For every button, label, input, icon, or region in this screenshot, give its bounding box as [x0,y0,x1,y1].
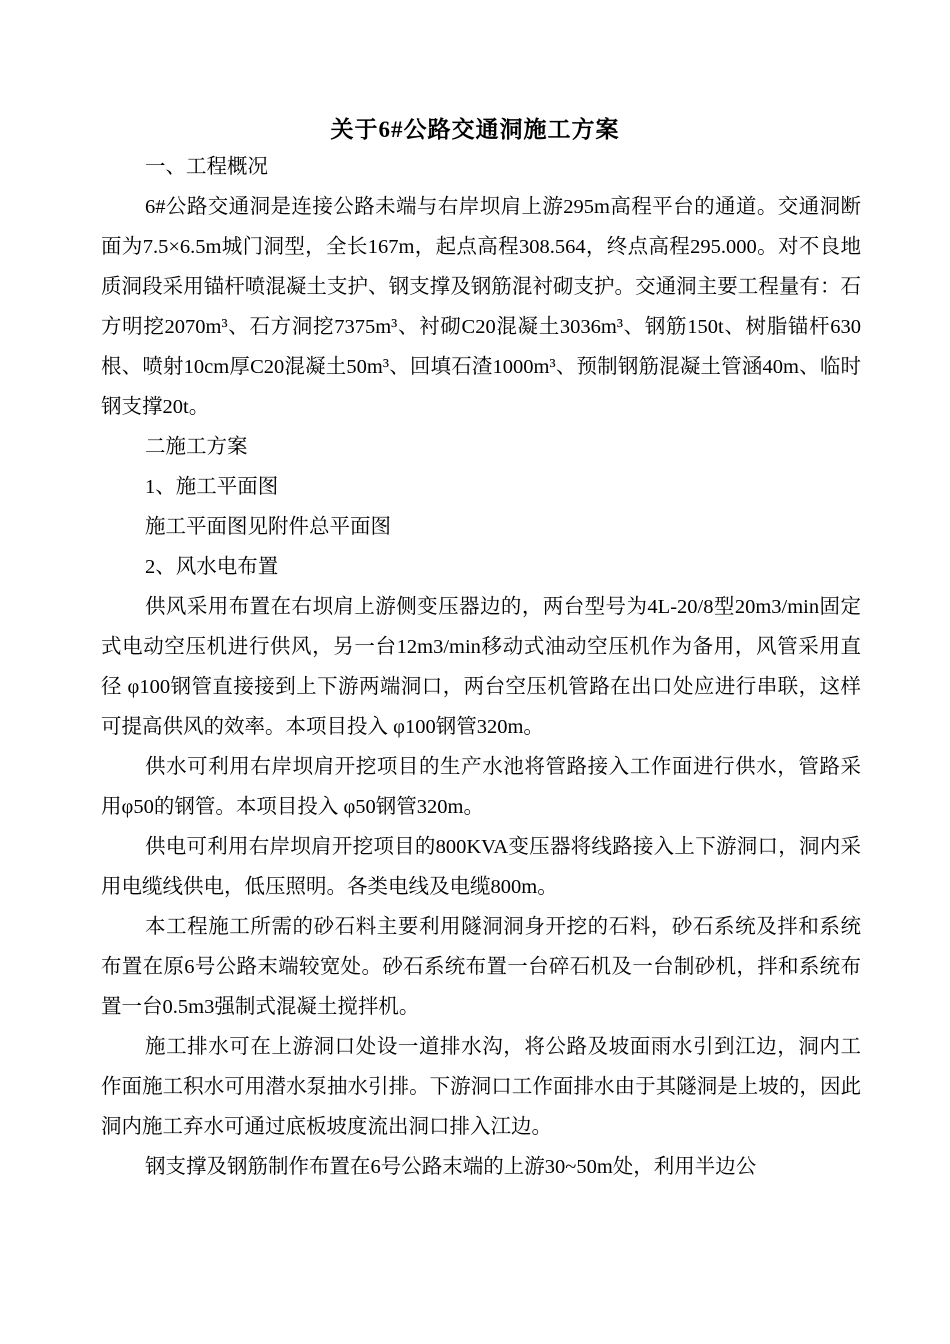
paragraph-overview: 6#公路交通洞是连接公路未端与右岸坝肩上游295m高程平台的通道。交通洞断面为7.5×6.5m城门洞型，全长167m，起点高程308.564，终点高程295.000。对不良地质洞段采用锚杆喷混凝土支护、钢支撑及钢筋混衬砌支护。交通洞主要工程量有：石方明挖2070m³、石方洞挖7375m³、衬砌C20混凝土3036m³、钢筋150t、树脂锚杆630根、喷射10cm厚C20混凝土50m³、回填石渣1000m³、预制钢筋混凝土管涵40m、临时钢支撑20t。 [101,196,861,418]
document-title: 关于6#公路交通洞施工方案 [330,117,620,142]
paragraph-water-supply: 供水可利用右岸坝肩开挖项目的生产水池将管路接入工作面进行供水，管路采用φ50的钢管。本项目投入 φ50钢管320m。 [101,756,861,818]
subheading-site-plan: 1、施工平面图 [145,476,279,498]
document-body [101,147,861,1187]
paragraph-steel-works: 钢支撑及钢筋制作布置在6号公路末端的上游30~50m处，利用半边公 [145,1156,757,1178]
section-heading-overview: 一、工程概况 [145,156,268,178]
paragraph-aggregate: 本工程施工所需的砂石料主要利用隧洞洞身开挖的石料，砂石系统及拌和系统布置在原6号公路末端较宽处。砂石系统布置一台碎石机及一台制砂机，拌和系统布置一台0.5m3强制式混凝土搅拌机。 [101,916,861,1018]
paragraph-site-plan: 施工平面图见附件总平面图 [145,516,391,538]
subheading-utilities: 2、风水电布置 [145,556,279,578]
paragraph-drainage: 施工排水可在上游洞口处设一道排水沟，将公路及坡面雨水引到江边，洞内工作面施工积水可用潜水泵抽水引排。下游洞口工作面排水由于其隧洞是上坡的，因此洞内施工弃水可通过底板坡度流出洞口排入江边。 [101,1036,861,1138]
section-heading-plan: 二施工方案 [145,436,248,458]
paragraph-power-supply: 供电可利用右岸坝肩开挖项目的800KVA变压器将线路接入上下游洞口，洞内采用电缆线供电，低压照明。各类电线及电缆800m。 [101,836,861,898]
paragraph-air-supply: 供风采用布置在右坝肩上游侧变压器边的，两台型号为4L-20/8型20m3/min固定式电动空压机进行供风，另一台12m3/min移动式油动空压机作为备用，风管采用直径 φ100钢管直接接到上下游两端洞口，两台空压机管路在出口处应进行串联，这样可提高供风的效率。本项目投入 φ100钢管320m。 [101,596,861,738]
